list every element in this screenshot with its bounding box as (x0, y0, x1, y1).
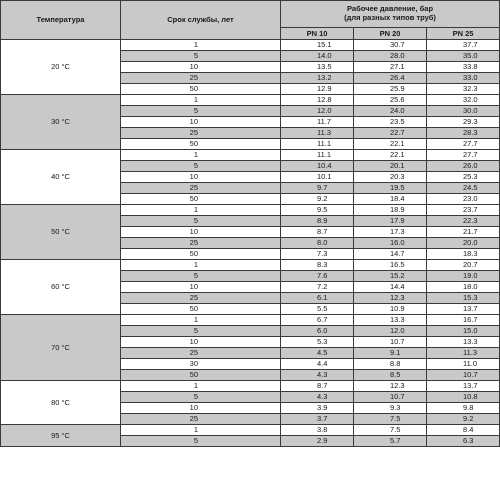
pressure-pn25-cell: 13.7 (427, 304, 500, 315)
service-life-cell: 50 (121, 249, 281, 260)
pressure-pn20-cell: 18.4 (354, 194, 427, 205)
pressure-pn10-cell: 7.6 (281, 271, 354, 282)
service-life-cell: 5 (121, 326, 281, 337)
pressure-pn10-cell: 4.3 (281, 370, 354, 381)
pressure-pn25-cell: 8.4 (427, 425, 500, 436)
pressure-pn20-cell: 10.7 (354, 337, 427, 348)
header-pn20: PN 20 (354, 28, 427, 40)
pressure-pn10-cell: 8.9 (281, 216, 354, 227)
header-pressure (281, 1, 500, 28)
table-row (1, 205, 500, 216)
service-life-cell: 1 (121, 381, 281, 392)
pressure-pn10-cell: 11.3 (281, 128, 354, 139)
pressure-pn25-cell: 15.0 (427, 326, 500, 337)
pressure-pn10-cell: 4.3 (281, 392, 354, 403)
pressure-pn10-cell: 9.2 (281, 194, 354, 205)
pressure-pn20-cell: 20.3 (354, 172, 427, 183)
pressure-pn25-cell: 27.7 (427, 150, 500, 161)
pressure-pn25-cell: 30.0 (427, 106, 500, 117)
pressure-pn10-cell: 3.9 (281, 403, 354, 414)
pressure-pn10-cell: 6.7 (281, 315, 354, 326)
service-life-cell: 25 (121, 414, 281, 425)
service-life-cell: 25 (121, 348, 281, 359)
pressure-pn20-cell: 20.1 (354, 161, 427, 172)
table-row (1, 381, 500, 392)
temperature-cell: 40 °C (1, 150, 121, 205)
table-row (1, 425, 500, 436)
pressure-pn20-cell: 24.0 (354, 106, 427, 117)
pressure-pn20-cell: 8.5 (354, 370, 427, 381)
service-life-cell: 30 (121, 359, 281, 370)
pressure-pn10-cell: 4.4 (281, 359, 354, 370)
service-life-cell: 1 (121, 425, 281, 436)
pressure-pn20-cell: 28.0 (354, 51, 427, 62)
pressure-pn20-cell: 30.7 (354, 40, 427, 51)
pressure-pn25-cell: 26.0 (427, 161, 500, 172)
pressure-pn10-cell: 5.3 (281, 337, 354, 348)
pressure-pn20-cell: 9.1 (354, 348, 427, 359)
pressure-pn10-cell: 12.9 (281, 84, 354, 95)
pressure-pn10-cell: 13.2 (281, 73, 354, 84)
pressure-pn20-cell: 16.5 (354, 260, 427, 271)
pressure-pn25-cell: 13.7 (427, 381, 500, 392)
temperature-cell: 60 °C (1, 260, 121, 315)
pressure-pn20-cell: 8.8 (354, 359, 427, 370)
table-row (1, 315, 500, 326)
pressure-pn20-cell: 15.2 (354, 271, 427, 282)
pressure-pn25-cell: 6.3 (427, 436, 500, 447)
pressure-pn25-cell: 23.7 (427, 205, 500, 216)
service-life-cell: 1 (121, 205, 281, 216)
pressure-pn25-cell: 22.3 (427, 216, 500, 227)
pressure-pn20-cell: 5.7 (354, 436, 427, 447)
pressure-pn10-cell: 8.7 (281, 381, 354, 392)
service-life-cell: 25 (121, 293, 281, 304)
pressure-pn20-cell: 18.9 (354, 205, 427, 216)
pressure-pn10-cell: 9.7 (281, 183, 354, 194)
pressure-pn25-cell: 20.7 (427, 260, 500, 271)
pressure-pn10-cell: 8.3 (281, 260, 354, 271)
table-row (1, 95, 500, 106)
header-service-life: Срок службы, лет (121, 1, 281, 40)
service-life-cell: 1 (121, 315, 281, 326)
temperature-cell: 80 °C (1, 381, 121, 425)
pressure-pn25-cell: 10.8 (427, 392, 500, 403)
pressure-pn20-cell: 9.3 (354, 403, 427, 414)
header-pressure-title: Рабочее давление, бар (347, 4, 434, 14)
pressure-pn10-cell: 11.7 (281, 117, 354, 128)
pressure-pn10-cell: 12.0 (281, 106, 354, 117)
pressure-pn25-cell: 19.0 (427, 271, 500, 282)
pressure-pn20-cell: 25.9 (354, 84, 427, 95)
pressure-pn10-cell: 6.1 (281, 293, 354, 304)
pressure-pn20-cell: 27.1 (354, 62, 427, 73)
pressure-pn20-cell: 17.3 (354, 227, 427, 238)
table-row (1, 260, 500, 271)
table-row (1, 150, 500, 161)
temperature-cell: 50 °C (1, 205, 121, 260)
pressure-pn25-cell: 16.7 (427, 315, 500, 326)
pressure-pn25-cell: 32.0 (427, 95, 500, 106)
service-life-cell: 10 (121, 282, 281, 293)
pressure-pn20-cell: 14.7 (354, 249, 427, 260)
table-row (1, 40, 500, 51)
pressure-pn25-cell: 24.5 (427, 183, 500, 194)
service-life-cell: 50 (121, 194, 281, 205)
service-life-cell: 5 (121, 216, 281, 227)
pressure-pn10-cell: 11.1 (281, 139, 354, 150)
pressure-pn20-cell: 10.9 (354, 304, 427, 315)
service-life-cell: 25 (121, 73, 281, 84)
pressure-pn25-cell: 21.7 (427, 227, 500, 238)
service-life-cell: 5 (121, 271, 281, 282)
service-life-cell: 10 (121, 117, 281, 128)
pressure-pn20-cell: 22.7 (354, 128, 427, 139)
service-life-cell: 25 (121, 238, 281, 249)
pressure-pn25-cell: 15.3 (427, 293, 500, 304)
pressure-pn20-cell: 13.3 (354, 315, 427, 326)
pressure-pn10-cell: 7.3 (281, 249, 354, 260)
pressure-pn10-cell: 11.1 (281, 150, 354, 161)
pressure-pn10-cell: 8.0 (281, 238, 354, 249)
service-life-cell: 10 (121, 227, 281, 238)
pressure-pn10-cell: 8.7 (281, 227, 354, 238)
pressure-pn25-cell: 32.3 (427, 84, 500, 95)
pressure-pn25-cell: 9.8 (427, 403, 500, 414)
pressure-pn20-cell: 14.4 (354, 282, 427, 293)
service-life-cell: 50 (121, 304, 281, 315)
service-life-cell: 50 (121, 84, 281, 95)
pressure-pn25-cell: 11.3 (427, 348, 500, 359)
pressure-pn10-cell: 3.7 (281, 414, 354, 425)
service-life-cell: 10 (121, 337, 281, 348)
table-header (1, 1, 500, 40)
service-life-cell: 10 (121, 172, 281, 183)
pressure-pn10-cell: 7.2 (281, 282, 354, 293)
pressure-pn25-cell: 29.3 (427, 117, 500, 128)
service-life-cell: 25 (121, 128, 281, 139)
pressure-pn10-cell: 10.4 (281, 161, 354, 172)
service-life-cell: 5 (121, 392, 281, 403)
pressure-pn10-cell: 4.5 (281, 348, 354, 359)
pressure-pn25-cell: 20.0 (427, 238, 500, 249)
header-pn25: PN 25 (427, 28, 500, 40)
pressure-pn25-cell: 11.0 (427, 359, 500, 370)
service-life-cell: 1 (121, 260, 281, 271)
pressure-pn20-cell: 7.5 (354, 425, 427, 436)
service-life-cell: 5 (121, 51, 281, 62)
pressure-pn20-cell: 10.7 (354, 392, 427, 403)
pressure-pn20-cell: 23.5 (354, 117, 427, 128)
header-temperature: Температура (1, 1, 121, 40)
service-life-cell: 5 (121, 106, 281, 117)
pressure-pn20-cell: 22.1 (354, 139, 427, 150)
service-life-cell: 1 (121, 40, 281, 51)
service-life-cell: 5 (121, 161, 281, 172)
temperature-cell: 70 °C (1, 315, 121, 381)
header-pressure-subtitle: (для разных типов труб) (344, 13, 436, 22)
pressure-pn20-cell: 7.5 (354, 414, 427, 425)
pressure-pn20-cell: 17.9 (354, 216, 427, 227)
service-life-cell: 10 (121, 62, 281, 73)
pressure-pn25-cell: 37.7 (427, 40, 500, 51)
pressure-pn25-cell: 23.0 (427, 194, 500, 205)
pressure-pn25-cell: 35.0 (427, 51, 500, 62)
temperature-cell: 30 °C (1, 95, 121, 150)
pressure-pn25-cell: 13.3 (427, 337, 500, 348)
pressure-pn25-cell: 33.0 (427, 73, 500, 84)
pressure-pn10-cell: 10.1 (281, 172, 354, 183)
temperature-cell: 95 °C (1, 425, 121, 447)
pressure-pn10-cell: 14.0 (281, 51, 354, 62)
service-life-cell: 50 (121, 370, 281, 381)
pressure-pn25-cell: 27.7 (427, 139, 500, 150)
header-pn10: PN 10 (281, 28, 354, 40)
service-life-cell: 10 (121, 403, 281, 414)
service-life-cell: 1 (121, 150, 281, 161)
service-life-cell: 5 (121, 436, 281, 447)
pressure-pn25-cell: 9.2 (427, 414, 500, 425)
pressure-pn25-cell: 33.8 (427, 62, 500, 73)
pressure-pn20-cell: 25.6 (354, 95, 427, 106)
service-life-cell: 25 (121, 183, 281, 194)
pressure-pn10-cell: 15.1 (281, 40, 354, 51)
pressure-pn10-cell: 2.9 (281, 436, 354, 447)
pressure-pn20-cell: 19.5 (354, 183, 427, 194)
pressure-pn20-cell: 26.4 (354, 73, 427, 84)
pressure-pn10-cell: 13.5 (281, 62, 354, 73)
pressure-pn10-cell: 9.5 (281, 205, 354, 216)
pressure-pn10-cell: 12.8 (281, 95, 354, 106)
pressure-pn25-cell: 28.3 (427, 128, 500, 139)
pressure-pn10-cell: 3.8 (281, 425, 354, 436)
pressure-pn20-cell: 12.0 (354, 326, 427, 337)
pressure-pn20-cell: 22.1 (354, 150, 427, 161)
pressure-pn20-cell: 16.0 (354, 238, 427, 249)
pressure-pn25-cell: 10.7 (427, 370, 500, 381)
pressure-pn25-cell: 18.3 (427, 249, 500, 260)
temperature-cell: 20 °C (1, 40, 121, 95)
pressure-pn10-cell: 6.0 (281, 326, 354, 337)
pressure-pn10-cell: 5.5 (281, 304, 354, 315)
pressure-pn25-cell: 25.3 (427, 172, 500, 183)
pressure-pn25-cell: 18.0 (427, 282, 500, 293)
table-body (1, 40, 500, 447)
service-life-cell: 50 (121, 139, 281, 150)
pressure-pn20-cell: 12.3 (354, 293, 427, 304)
service-life-cell: 1 (121, 95, 281, 106)
pressure-pn20-cell: 12.3 (354, 381, 427, 392)
